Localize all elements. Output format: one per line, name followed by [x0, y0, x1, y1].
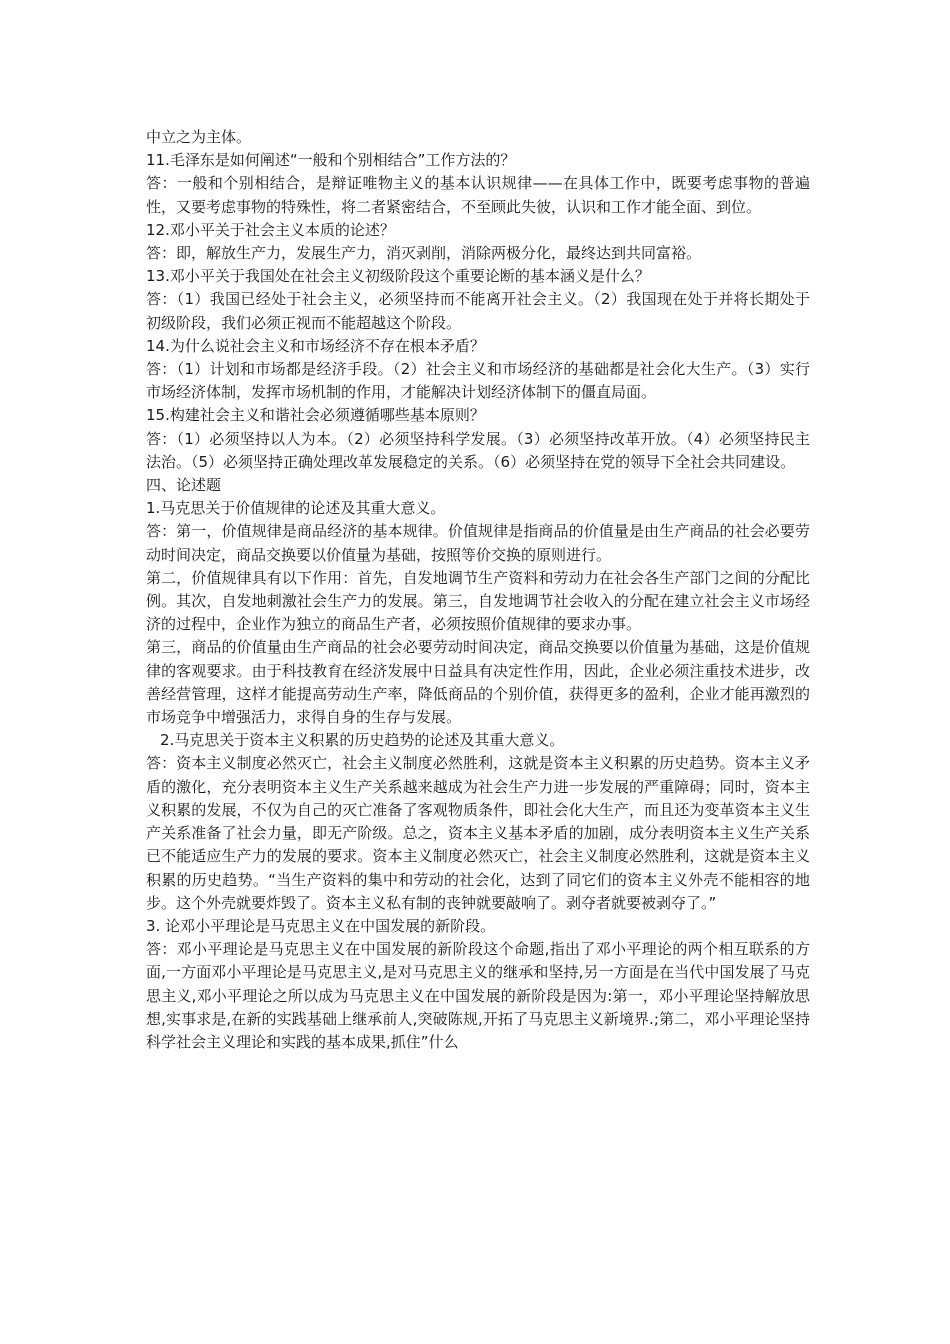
question-heading: 11.毛泽东是如何阐述“一般和个别相结合”工作方法的？ [146, 151, 516, 170]
question-heading: 3. 论邓小平理论是马克思主义在中国发展的新阶段。 [146, 916, 496, 935]
section-heading: 四、论述题 [146, 476, 222, 495]
text-line: 中立之为主体。 [146, 128, 252, 146]
answer-paragraph: 答：（1）我国已经处于社会主义，必须坚持而不能离开社会主义。（2）我国现在处于并将长期处于初级阶段，我们必须正视而不能超越这个阶段。 [146, 290, 810, 332]
question-heading: 2.马克思关于资本主义积累的历史趋势的论述及其重大意义。 [160, 731, 565, 750]
answer-paragraph: 答：即，解放生产力，发展生产力，消灭剥削，消除两极分化，最终达到共同富裕。 [146, 244, 702, 263]
answer-paragraph: 答：邓小平理论是马克思主义在中国发展的新阶段这个命题,指出了邓小平理论的两个相互联系的方面,一方面邓小平理论是马克思主义,是对马克思主义的继承和坚持,另一方面是在当代中国发展了马克思主义,邓小平理论之所以成为马克思主义在中国发展的新阶段是因为:第一，邓小平理论坚持解放思想,实事求是,在新的实践基础上继承前人,突破陈规,开拓了马克思主义新境界.;第二，邓小平理论坚持科学社会主义理论和实践的基本成果,抓住”什么 [146, 940, 810, 1051]
question-heading: 12.邓小平关于社会主义本质的论述？ [146, 220, 395, 239]
question-heading: 1.马克思关于价值规律的论述及其重大意义。 [146, 499, 446, 518]
question-heading: 15.构建社会主义和谐社会必须遵循哪些基本原则？ [146, 406, 485, 425]
answer-paragraph: 第三，商品的价值量由生产商品的社会必要劳动时间决定，商品交换要以价值量为基础，这是价值规律的客观要求。由于科技教育在经济发展中日益具有决定性作用，因此，企业必须注重技术进步，改善经营管理，这样才能提高劳动生产率，降低商品的个别价值，获得更多的盈利，企业才能再激烈的市场竞争中增强活力，求得自身的生存与发展。 [146, 638, 810, 727]
question-heading: 14.为什么说社会主义和市场经济不存在根本矛盾？ [146, 336, 485, 355]
question-heading: 13.邓小平关于我国处在社会主义初级阶段这个重要论断的基本涵义是什么？ [146, 267, 650, 286]
document-page [146, 126, 810, 1054]
answer-paragraph: 答：资本主义制度必然灭亡，社会主义制度必然胜利，这就是资本主义积累的历史趋势。资本主义矛盾的激化，充分表明资本主义生产关系越来越成为社会生产力进一步发展的严重障碍；同时，资本主义积累的发展，不仅为自己的灭亡准备了客观物质条件，即社会化大生产，而且还为变革资本主义生产关系准备了社会力量，即无产阶级。总之，资本主义基本矛盾的加剧，成分表明资本主义生产关系已不能适应生产力的发展的要求。资本主义制度必然灭亡，社会主义制度必然胜利，这就是资本主义积累的历史趋势。“当生产资料的集中和劳动的社会化，达到了同它们的资本主义外壳不能相容的地步。这个外壳就要炸毁了。资本主义私有制的丧钟就要敲响了。剥夺者就要被剥夺了。” [146, 754, 810, 912]
answer-paragraph: 第二，价值规律具有以下作用：首先，自发地调节生产资料和劳动力在社会各生产部门之间的分配比例。其次，自发地刺激社会生产力的发展。第三，自发地调节社会收入的分配在建立社会主义市场经济的过程中，企业作为独立的商品生产者，必须按照价值规律的要求办事。 [146, 568, 810, 634]
answer-paragraph: 答：（1）必须坚持以人为本。（2）必须坚持科学发展。（3）必须坚持改革开放。（4）必须坚持民主法治。（5）必须坚持正确处理改革发展稳定的关系。（6）必须坚持在党的领导下全社会共同建设。 [146, 429, 810, 471]
answer-paragraph: 答：第一，价值规律是商品经济的基本规律。价值规律是指商品的价值量是由生产商品的社会必要劳动时间决定，商品交换要以价值量为基础，按照等价交换的原则进行。 [146, 522, 810, 564]
answer-paragraph: 答：（1）计划和市场都是经济手段。（2）社会主义和市场经济的基础都是社会化大生产。（3）实行市场经济体制，发挥市场机制的作用，才能解决计划经济体制下的僵直局面。 [146, 360, 810, 402]
answer-paragraph: 答：一般和个别相结合，是辩证唯物主义的基本认识规律——在具体工作中，既要考虑事物的普遍性，又要考虑事物的特殊性，将二者紧密结合，不至顾此失彼，认识和工作才能全面、到位。 [146, 174, 810, 216]
